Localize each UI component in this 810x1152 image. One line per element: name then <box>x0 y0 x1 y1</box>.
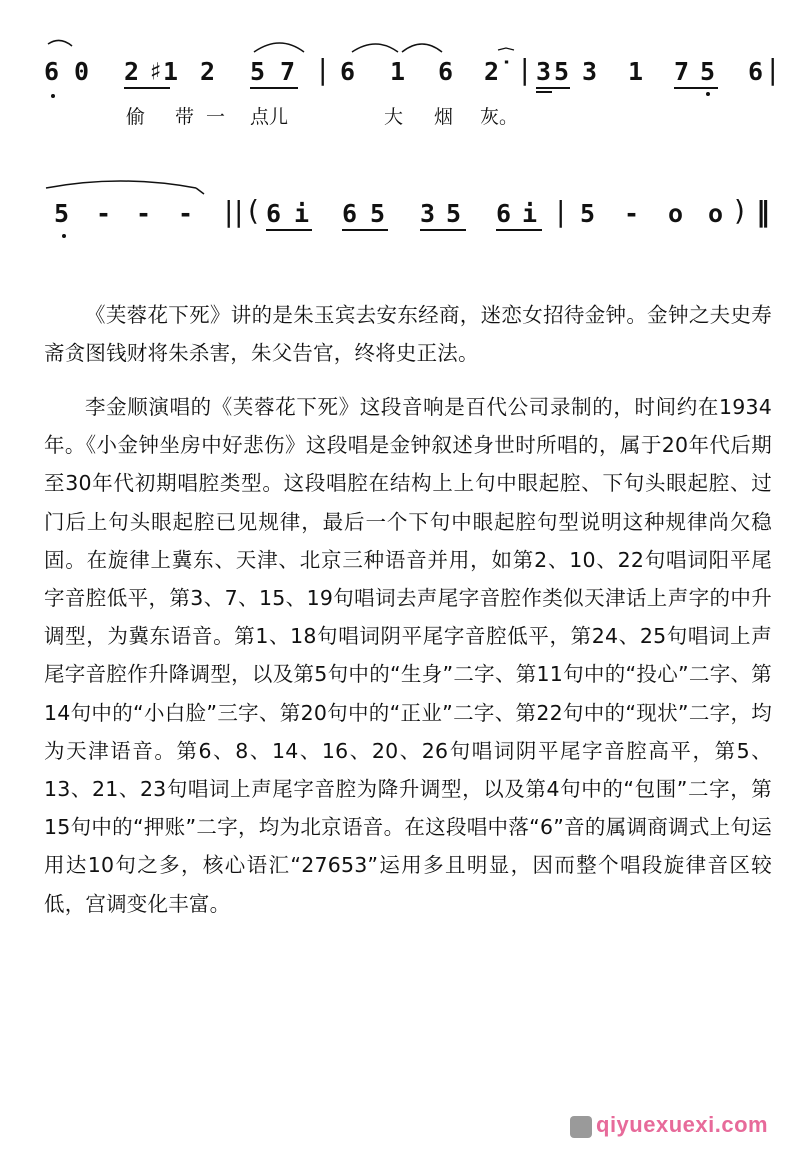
note: - <box>96 199 112 228</box>
lyric: 一 <box>206 106 226 128</box>
note: o <box>668 199 684 228</box>
low-dot <box>706 92 710 96</box>
site-logo-icon <box>570 1116 592 1138</box>
note: 3 <box>536 57 552 86</box>
note: 7 <box>280 57 296 86</box>
note: 6 <box>496 199 512 228</box>
underline <box>250 87 298 89</box>
note: i <box>294 199 310 228</box>
note: 5 <box>54 199 70 228</box>
note: 6 <box>748 57 764 86</box>
note: 6 <box>340 57 356 86</box>
note: 5 <box>370 199 386 228</box>
lyric: 大 <box>384 106 404 128</box>
underline <box>124 87 170 89</box>
note: 6 <box>438 57 454 86</box>
note: o <box>708 199 724 228</box>
barline: | <box>318 53 328 86</box>
note: - <box>624 199 640 228</box>
lyric: 偷 <box>126 106 146 128</box>
paragraph-plot-summary: 《芙蓉花下死》讲的是朱玉宾去安东经商，迷恋女招待金钟。金钟之夫史寿斋贪图钱财将朱杀害，朱父告官，终将史正法。 <box>44 303 772 366</box>
lyric: 点儿 <box>250 106 289 128</box>
final-barline: ‖ <box>756 195 770 228</box>
barline: | <box>234 195 244 228</box>
note: ♯1 <box>148 57 179 86</box>
note: - <box>178 199 194 228</box>
lyric: 带 <box>175 106 195 128</box>
note: 2 <box>124 57 140 86</box>
score-line-1 <box>40 40 780 100</box>
note: 5 <box>554 57 570 86</box>
underline <box>496 229 542 231</box>
underline <box>342 229 388 231</box>
low-dot <box>51 94 55 98</box>
paren-close: ) <box>734 194 745 227</box>
note: 3 <box>582 57 598 86</box>
watermark-text: qiyuexuexi.com <box>596 1112 769 1137</box>
underline <box>536 87 570 89</box>
barline: | <box>520 53 530 86</box>
note: 6 <box>266 199 282 228</box>
paragraph-analysis: 李金顺演唱的《芙蓉花下死》这段音响是百代公司录制的，时间约在1934年。《小金钟坐房中好悲伤》这段唱是金钟叙述身世时所唱的，属于20年代后期至30年代初期唱腔类型。这段唱腔在结构上上句中眼起腔、下句头眼起腔、过门后上句头眼起腔已见规律，最后一个下句中眼起腔句型说明这种规律尚欠稳固。在旋律上冀东、天津、北京三种语音并用，如第2、10、22句唱词阳平尾字音腔低平，第3、7、15、19句唱词去声尾字音腔作类似天津话上声字的中升调型，为冀东语音。第1、18句唱词阴平尾字音腔低平，第24、25句唱词上声尾字音腔作升降调型，以及第5句中的“生身”二字、第11句中的“投心”二字、第14句中的“小白脸”三字、第20句中的“正业”二字、第22句中的“现状”二字，均为天津语音。第6、8、14、16、20、26句唱词阴平尾字音腔高平，第5、13、21、23句唱词上声尾字音腔为降升调型，以及第4句中的“包围”二字，第15句中的“押账”二字，均为北京语音。在这段唱中落“6”音的属调商调式上句运用达10句之多，核心语汇“27653”运用多且明显，因而整个唱段旋律音区较低，宫调变化丰富。 <box>44 395 772 916</box>
lyric: 灰。 <box>480 106 519 128</box>
note: 5 <box>700 57 716 86</box>
note: 3 <box>420 199 436 228</box>
note: 5 <box>580 199 596 228</box>
note: 2 <box>200 57 216 86</box>
note: 6 <box>342 199 358 228</box>
paren-open: ( <box>248 194 259 227</box>
note: - <box>136 199 152 228</box>
note: 5 <box>250 57 266 86</box>
note: 1 <box>628 57 644 86</box>
score-line-2 <box>40 180 780 240</box>
barline: | <box>556 195 566 228</box>
note: 2̇ <box>484 57 500 86</box>
note: 1 <box>390 57 406 86</box>
note: 7 <box>674 57 690 86</box>
note: 6 <box>44 57 60 86</box>
note: 0 <box>74 57 90 86</box>
note: 5 <box>446 199 462 228</box>
underline <box>266 229 312 231</box>
underline <box>536 91 552 93</box>
site-watermark <box>566 1112 796 1142</box>
underline <box>674 87 718 89</box>
low-dot <box>62 234 66 238</box>
lyric: 烟 <box>434 106 454 128</box>
note: i <box>522 199 538 228</box>
barline: | <box>224 195 234 228</box>
barline: | <box>768 53 778 86</box>
underline <box>420 229 466 231</box>
